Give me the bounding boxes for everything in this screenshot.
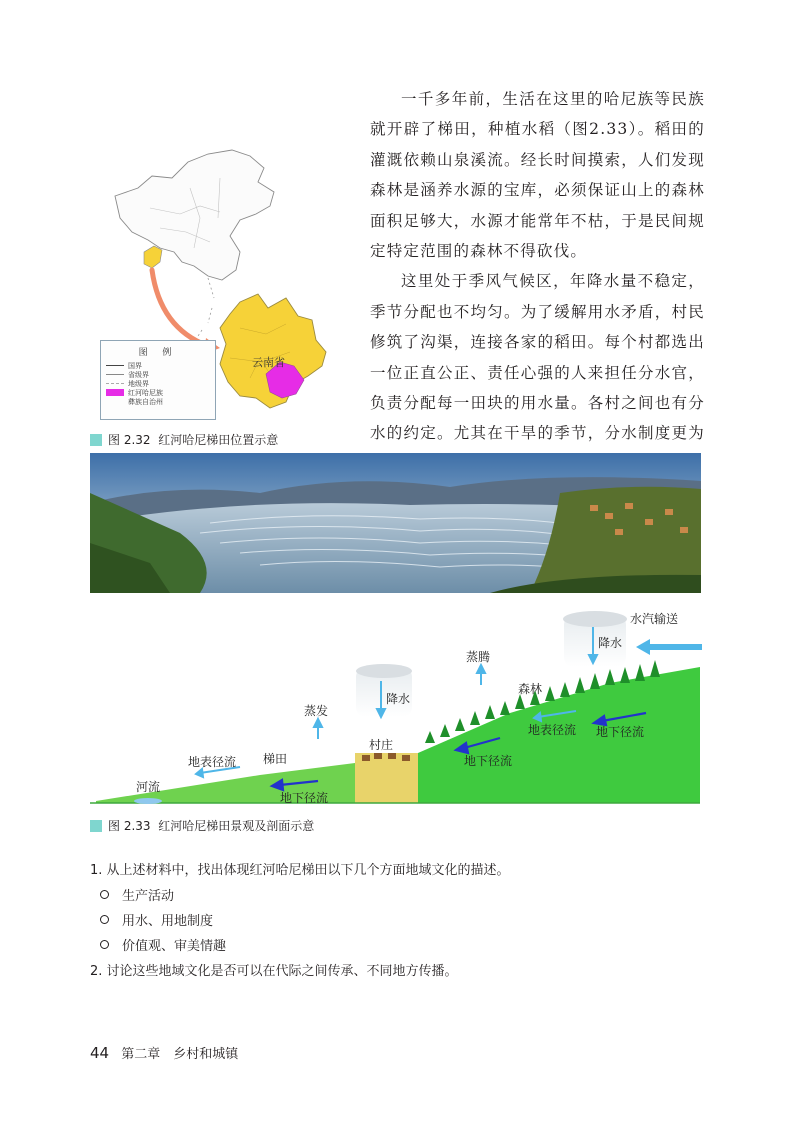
bullet-circle-icon — [100, 915, 109, 924]
page-number: 44 — [90, 1044, 110, 1062]
terrace-photo — [90, 453, 701, 593]
legend-title: 图 例 — [138, 348, 178, 358]
label-forest: 森林 — [518, 682, 543, 696]
label-groundwater-upper: 地下径流 — [596, 725, 645, 739]
label-groundwater-lower: 地下径流 — [280, 791, 329, 805]
question-1: 1. 从上述材料中，找出体现红河哈尼梯田以下几个方面地域文化的描述。 — [90, 863, 510, 878]
label-precip-mid: 降水 — [386, 692, 411, 706]
yunnan-small — [144, 246, 162, 268]
river-icon — [134, 798, 162, 804]
paragraph-2: 这里处于季风气候区，年降水量不稳定，季节分配也不均匀。为了缓解用水矛盾，村民修筑了沟渠，连接各家的稻田。每个村都选出一位正直公正、责任心强的人来担任分水官，负责分配每一田块的用水量。各村之间也有分水的约定。尤其在干旱的季节，分水制度更为 — [370, 272, 705, 443]
label-vapor-transport: 水汽输送 — [630, 612, 679, 626]
vapor-arrow — [636, 639, 702, 655]
legend-item: 地级界 — [106, 379, 215, 388]
label-village: 村庄 — [369, 738, 394, 752]
label-evaporation-high: 蒸腾 — [466, 650, 491, 664]
figure-caption-2-32 — [90, 431, 278, 448]
question-2: 2. 讨论这些地域文化是否可以在代际之间传承、不同地方传播。 — [90, 964, 458, 979]
question-bullet: 价值观、审美情趣 — [100, 935, 226, 954]
body-text — [370, 84, 705, 479]
bullet-circle-icon — [100, 940, 109, 949]
caption-marker-icon — [90, 820, 102, 832]
caption-number: 图 2.32 — [108, 433, 151, 447]
profile-diagram — [90, 603, 710, 808]
paragraph-1: 一千多年前，生活在这里的哈尼族等民族就开辟了梯田，种植水稻（图2.33）。稻田的灌溉依赖山泉溪流。经长时间摸索，人们发现森林是涵养水源的宝库，必须保证山上的森林面积足够大，水源才能常年不枯，于是民间规定特定范围的森林不得砍伐。 — [370, 90, 705, 261]
label-terrace: 梯田 — [263, 752, 288, 766]
map-legend — [100, 340, 216, 420]
caption-text: 红河哈尼梯田景观及剖面示意 — [158, 819, 315, 833]
question-bullet: 生产活动 — [100, 885, 174, 904]
figure-caption-2-33 — [90, 817, 314, 834]
caption-number: 图 2.33 — [108, 819, 151, 833]
question-bullet: 用水、用地制度 — [100, 910, 213, 929]
label-groundwater-mid: 地下径流 — [464, 754, 513, 768]
zoom-arrow — [152, 270, 208, 346]
province-label: 云南省 — [252, 356, 285, 369]
bullet-circle-icon — [100, 890, 109, 899]
legend-item: 国界 — [106, 361, 215, 370]
legend-item: 红河哈尼族 — [106, 388, 215, 397]
caption-text: 红河哈尼梯田位置示意 — [158, 433, 279, 447]
legend-item: 省级界 — [106, 370, 215, 379]
label-surface-runoff-lower: 地表径流 — [188, 755, 237, 769]
chapter-title: 第二章 乡村和城镇 — [121, 1047, 239, 1062]
page-footer — [90, 1043, 238, 1062]
legend-item: 彝族自治州 — [128, 397, 163, 406]
label-precip-high: 降水 — [598, 636, 623, 650]
label-evaporation-mid: 蒸发 — [304, 704, 329, 718]
label-surface-runoff-upper: 地表径流 — [528, 723, 577, 737]
label-river: 河流 — [136, 780, 161, 794]
caption-marker-icon — [90, 434, 102, 446]
china-outline — [115, 150, 274, 280]
